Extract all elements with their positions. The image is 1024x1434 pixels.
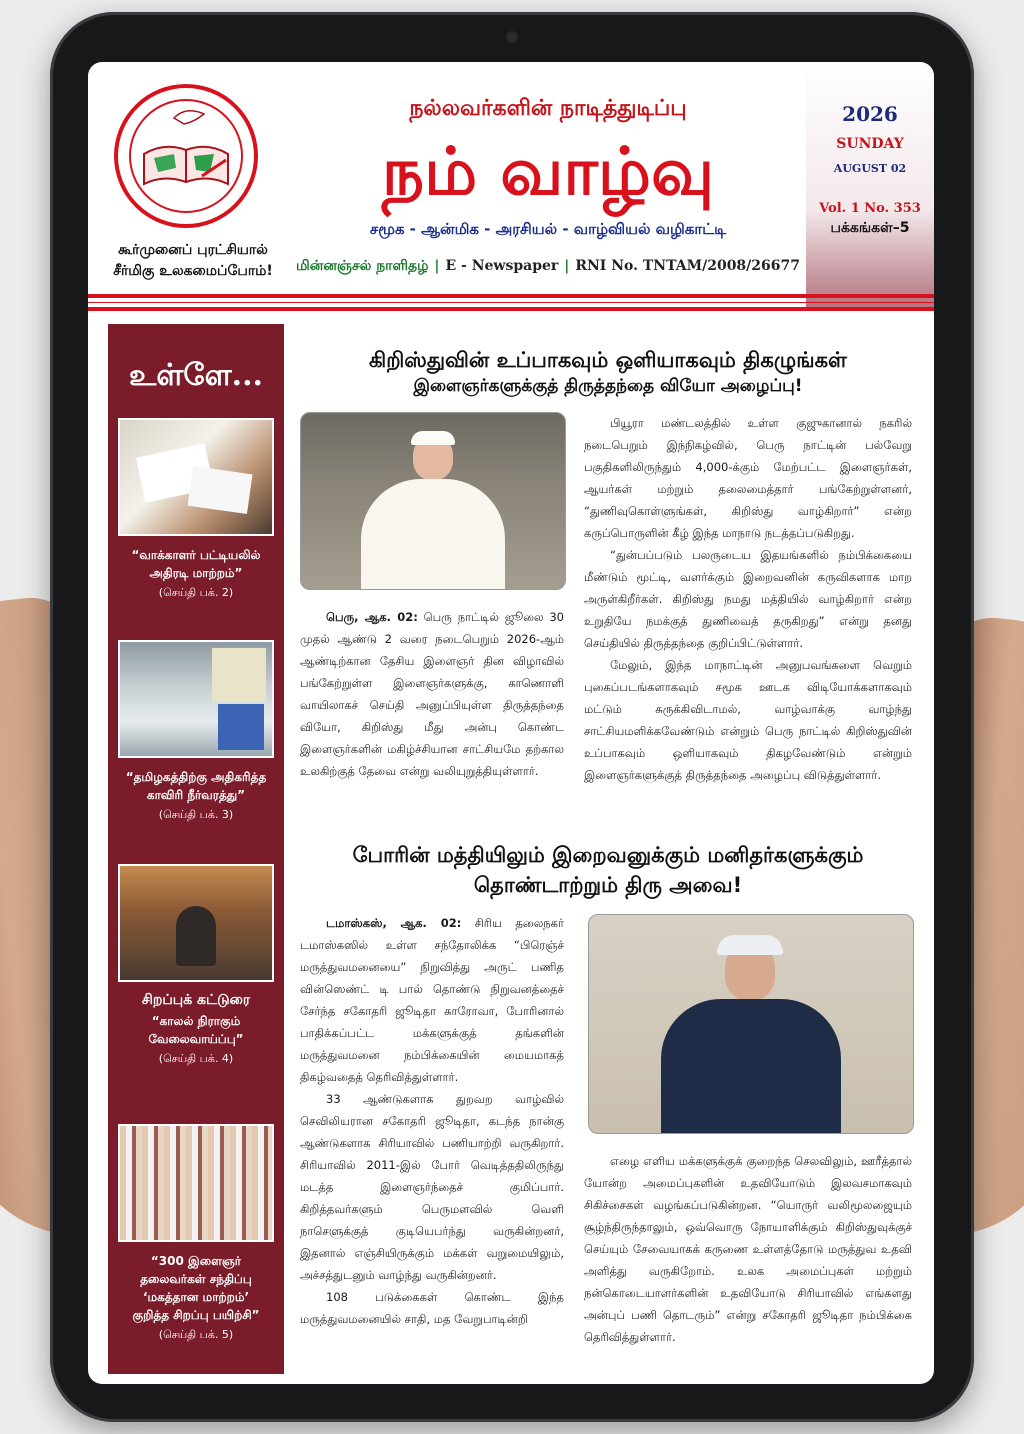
tablet-screen[interactable] <box>88 62 934 1384</box>
date-box <box>806 62 934 308</box>
sister-photo <box>588 914 914 1134</box>
sidebar-heading: சிறப்புக் கட்டுரை <box>141 992 251 1008</box>
thumbnail-image <box>118 864 274 982</box>
slogan-line-2: சீர்மிகு உலகமைப்போம்! <box>113 263 273 279</box>
divider <box>88 307 934 311</box>
thumbnail-image <box>118 1124 274 1242</box>
sidebar-caption: “300 இளைஞர் தலைவர்கள் சந்திப்பு ‘மகத்தான மாற்றம்’ குறித்த சிறப்பு பயிற்சி” <box>132 1254 260 1322</box>
volume-number: Vol. 1 No. 353 <box>819 201 921 216</box>
article-1-headline[interactable]: கிறிஸ்துவின் உப்பாகவும் ஒளியாகவும் திகழுங்கள் <box>368 348 847 372</box>
camera-icon <box>505 30 519 44</box>
article-2-left-column: டமாஸ்கஸ், ஆக. 02: சிரிய தலைநகர் டமாஸ்கஸில் உள்ள சந்தோலிக்க “பிரெஞ்ச் மருத்துவமனையை” நிறுவித்து அருட் பணித வின்ஸெண்ட் டி பால் தொண்டு நிறுவனத்தைச் சேர்ந்த சகோதரி ஜூடிதா காரோவா, போரினால் பாதிக்கப்பட்ட மக்களுக்குத் தங்களின் மருத்துவமனை நம்பிக்கையின் மையமாகத் திகழ்வதைத் தெரிவித்துள்ளார். 33 ஆண்டுகளாக துறவற வாழ்வில் செவிலியரான சகோதரி ஜூடிதா, கடந்த நான்கு ஆண்டுகளாக சிரியாவில் பணியாற்றி வருகிறார். சிரியாவில் 2011-இல் போர் வெடித்ததிலிருந்து மடத்த இளைஞர்ந்தைச் குமிப்பார். கிறித்தவர்களும் பெருமளவில் வெளி நாசெளுக்குத் குடியெபர்ந்து வருகின்றனர், இதனால் எஞ்சியிருக்கும் மக்கள் வறுமையிலும், அச்சத்துடனும் வாழ்ந்து வருகின்றனர். 108 படுக்கைகள் கொண்ட இந்த மருத்துவமனையில் சாதி, மத வேறுபாடின்றி <box>300 916 564 1326</box>
newspaper-subtitle: சமூக - ஆன்மிக - அரசியல் - வாழ்வியல் வழிகாட்டி <box>369 220 727 238</box>
sidebar-caption: “தமிழகத்திற்கு அதிகரித்த காவிரி நீர்வரத்து” <box>125 770 267 802</box>
inside-sidebar <box>108 324 284 1374</box>
slogan <box>108 240 278 282</box>
daily-label: மின்னஞ்சல் நாளிதழ் <box>295 258 429 274</box>
edition-date: AUGUST 02 <box>833 162 907 175</box>
divider <box>88 294 934 298</box>
sidebar-caption: “காலல் நிராகும் வேலைவாய்ப்பு” <box>148 1014 244 1046</box>
newspaper-title: நம் வாழ்வு <box>381 133 715 210</box>
tagline: நல்லவர்களின் நாடித்துடிப்பு <box>409 96 687 121</box>
divider <box>88 302 934 303</box>
page-reference: (செய்தி பக். 5) <box>158 1328 234 1341</box>
edition-year: 2026 <box>842 102 898 126</box>
article-1-right-column: பியூரா மண்டலத்தில் உள்ள குஜுகானால் நகரில் நடைபெறும் இந்நிகழ்வில், பெரு நாட்டின் பல்வேறு பகுதிகளிலிருந்தும் 4,000-க்கும் மேற்பட்ட இளைஞர்கள், ஆயர்கள் மற்றும் தலைமைத்தார் பங்கேற்றுள்ளனர், “துணிவுகொள்ளுங்கள், கிறிஸ்து வாழ்கிறார்” என்ற கருப்பொருளின் கீழ் இந்த மாநாடு நடத்தப்படுகிறது. “துன்பப்படும் பலருடைய இதயங்களில் நம்பிக்கையை மீண்டும் மூட்டி, வளர்க்கும் இறைவனின் கருவிகளாக மாற அருள்கிறீர்கள். கிறிஸ்து நமது மத்தியில் வாழ்கிறார் என்ற உறுதியே நமக்குத் துணிவைத் தருகிறது” என்று தனது செய்தியில் திருத்தந்தை குறிப்பிட்டுள்ளார். மேலும், இந்த மாநாட்டின் அனுபவங்களை வெறும் புகைப்படங்களாகவும் சமூக ஊடக விடியோக்களாகவும் மட்டும் சுருக்கிவிடாமல், வாழ்வாக்கு வாழ்ந்து சாட்சியமளிக்கவேண்டும் என்றும் பெரு நாட்டில் கிறிஸ்துவின் உப்பாகவும் ஒளியாகவும் திகழவேண்டும் என்றும் இளைஞர்களுக்குத் திருத்தந்தை அழைப்பு விடுத்துள்ளார். <box>584 416 912 782</box>
thumbnail-image <box>118 418 274 536</box>
tablet-frame <box>50 12 974 1422</box>
page-reference: (செய்தி பக். 2) <box>158 586 234 599</box>
rni-number: RNI No. TNTAM/2008/26677 <box>575 258 800 274</box>
edition-day: SUNDAY <box>836 136 904 152</box>
sidebar-item-feature-article[interactable] <box>118 864 274 1067</box>
edition-label: E - Newspaper <box>445 258 559 274</box>
sidebar-caption: “வாக்காளர் பட்டியலில் அதிரடி மாற்றம்” <box>131 548 261 580</box>
edition-line: மின்னஞ்சல் நாளிதழ் | E - Newspaper | RNI No. TNTAM/2008/26677 <box>295 258 800 274</box>
sidebar-item-voter-list[interactable] <box>118 418 274 601</box>
slogan-line-1: கூர்முனைப் புரட்சியால் <box>118 242 268 258</box>
article-2-headline[interactable]: போரின் மத்தியிலும் இறைவனுக்கும் மனிதர்களுக்கும் தொண்டாற்றும் திரு அவை! <box>352 843 864 897</box>
page-reference: (செய்தி பக். 4) <box>158 1052 234 1065</box>
article-1-subheadline: இளைஞர்களுக்குத் திருத்தந்தை வியோ அழைப்பு! <box>413 376 803 396</box>
masthead <box>88 62 934 292</box>
thumbnail-image <box>118 640 274 758</box>
newspaper-logo <box>114 84 258 228</box>
pope-photo <box>300 412 566 590</box>
article-2-right-column: எழை எளிய மக்களுக்குக் குறைந்த செலவிலும், ஊரீத்தால் யோன்ற அமைப்புகளின் உதவியோடும் இலவசமாகவும் சிகிச்சைகள் வழங்கப்படுகின்றன. “யொருர் வலிமூலஜையும் சூழ்ந்திருந்தாலும், ஒவ்வொரு நோயாளிக்கும் கிறிஸ்துவுக்குச் செய்யும் சேவையாகக் கருணை உள்ளத்தோடு மருத்துவ உதவி அளித்து வருகிறோம். உலக அமைப்புகள் மற்றும் நன்கொடையாளர்களின் உதவியோடு சிரியாவில் எங்களது அன்புப் பணி தொடரும்” என்று சகோதரி ஜூடிதா நம்பிக்கை தெரிவித்துள்ளார். <box>584 1154 912 1344</box>
sidebar-title: உள்ளே... <box>129 358 263 393</box>
sidebar-item-youth-leaders[interactable] <box>118 1124 274 1343</box>
page-reference: (செய்தி பக். 3) <box>158 808 234 821</box>
article-1-left-column: பெரு, ஆக. 02: பெரு நாட்டில் ஜூலை 30 முதல் ஆண்டு 2 வரை நடைபெறும் 2026-ஆம் ஆண்டிற்கான தேசிய இளைஞர் தின விழாவில் பங்கேற்றுள்ள இளைஞர்களுக்கு, காணொளி வாயிலாகச் செய்தி அனுப்பியுள்ள திருத்தந்தை வியோ, கிறிஸ்து மீது அன்பு கொண்ட இளைஞர்களின் மகிழ்ச்சியான சாட்சியமே தற்கால உலகிற்குத் தேவை என்று வலியுறுத்தியுள்ளார். <box>300 610 564 778</box>
page-count: பக்கங்கள்–5 <box>830 220 910 236</box>
sidebar-item-cauvery[interactable] <box>118 640 274 823</box>
